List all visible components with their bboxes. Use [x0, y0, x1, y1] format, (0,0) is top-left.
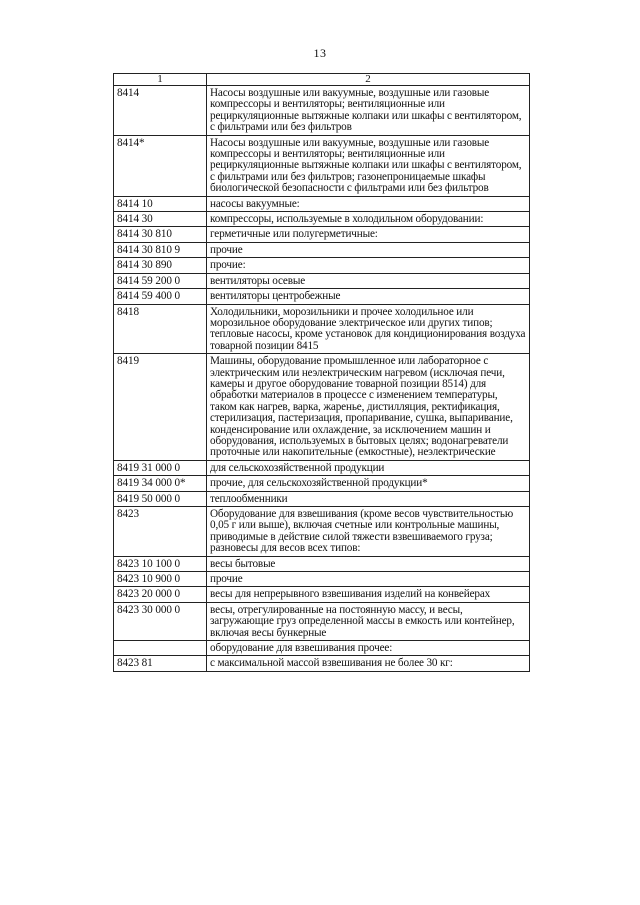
description-cell: Оборудование для взвешивания (кроме весов чувствительностью 0,05 г или выше), включая счетные или контрольные машины, приводимые в действие силой тяжести взвешиваемого груза; разновесы для весов всех типов: — [207, 507, 530, 557]
code-cell: 8414 30 810 9 — [114, 242, 207, 257]
code-cell: 8423 81 — [114, 656, 207, 671]
tariff-code-table — [113, 73, 530, 672]
page-number: 13 — [313, 46, 327, 60]
table-row — [114, 491, 530, 506]
code-cell: 8414 30 890 — [114, 258, 207, 273]
table-header-row — [114, 74, 530, 86]
code-cell: 8419 31 000 0 — [114, 460, 207, 475]
description-cell: Насосы воздушные или вакуумные, воздушные или газовые компрессоры и вентиляторы; вентиляционные или рециркуляционные вытяжные колпаки или шкафы с вентилятором, с фильтрами или без фильтров — [207, 86, 530, 136]
table-row — [114, 227, 530, 242]
code-cell: 8414 59 200 0 — [114, 273, 207, 288]
code-cell — [114, 641, 207, 656]
description-cell: с максимальной массой взвешивания не более 30 кг: — [207, 656, 530, 671]
table-row — [114, 507, 530, 557]
code-cell: 8419 50 000 0 — [114, 491, 207, 506]
column-header-code: 1 — [114, 74, 207, 86]
description-cell: весы для непрерывного взвешивания изделий на конвейерах — [207, 587, 530, 602]
description-cell: для сельскохозяйственной продукции — [207, 460, 530, 475]
code-cell: 8423 20 000 0 — [114, 587, 207, 602]
table-row — [114, 258, 530, 273]
description-cell: оборудование для взвешивания прочее: — [207, 641, 530, 656]
table-row — [114, 304, 530, 354]
description-cell: вентиляторы центробежные — [207, 289, 530, 304]
table-row — [114, 289, 530, 304]
code-cell: 8414 — [114, 86, 207, 136]
description-cell: прочие, для сельскохозяйственной продукции* — [207, 476, 530, 491]
code-cell: 8414 59 400 0 — [114, 289, 207, 304]
table-row — [114, 196, 530, 211]
description-cell: вентиляторы осевые — [207, 273, 530, 288]
description-cell: прочие — [207, 242, 530, 257]
table-row — [114, 135, 530, 196]
description-cell: прочие — [207, 572, 530, 587]
table-row — [114, 556, 530, 571]
code-cell: 8414 30 — [114, 212, 207, 227]
description-cell: герметичные или полугерметичные: — [207, 227, 530, 242]
table-row — [114, 242, 530, 257]
code-cell: 8423 10 100 0 — [114, 556, 207, 571]
code-cell: 8423 30 000 0 — [114, 602, 207, 640]
description-cell: насосы вакуумные: — [207, 196, 530, 211]
description-cell: прочие: — [207, 258, 530, 273]
table-row — [114, 656, 530, 671]
table-row — [114, 587, 530, 602]
code-cell: 8419 — [114, 354, 207, 461]
code-cell: 8423 10 900 0 — [114, 572, 207, 587]
code-cell: 8414 10 — [114, 196, 207, 211]
description-cell: Холодильники, морозильники и прочее холодильное или морозильное оборудование электрическое или других типов; тепловые насосы, кроме установок для кондиционирования воздуха товарной позиции 8415 — [207, 304, 530, 354]
table-row — [114, 86, 530, 136]
description-cell: Насосы воздушные или вакуумные, воздушные или газовые компрессоры и вентиляторы; вентиляционные или рециркуляционные вытяжные колпаки или шкафы с вентилятором, с фильтрами или без фильтров; газонепроницаемые шкафы биологической безопасности с фильтрами или без фильтров — [207, 135, 530, 196]
column-header-description: 2 — [207, 74, 530, 86]
code-cell: 8414* — [114, 135, 207, 196]
description-cell: весы бытовые — [207, 556, 530, 571]
code-cell: 8419 34 000 0* — [114, 476, 207, 491]
description-cell: компрессоры, используемые в холодильном оборудовании: — [207, 212, 530, 227]
description-cell: весы, отрегулированные на постоянную массу, и весы, загружающие груз определенной массы в емкость или контейнер, включая весы бункерные — [207, 602, 530, 640]
code-cell: 8423 — [114, 507, 207, 557]
code-cell: 8414 30 810 — [114, 227, 207, 242]
table-row — [114, 602, 530, 640]
table-row — [114, 641, 530, 656]
table-row — [114, 273, 530, 288]
table-row — [114, 476, 530, 491]
table-row — [114, 460, 530, 475]
description-cell: Машины, оборудование промышленное или лабораторное с электрическим или неэлектрическим нагревом (исключая печи, камеры и другое оборудование товарной позиции 8514) для обработки материалов в процессе с изменением температуры, таком как нагрев, варка, жаренье, дистилляция, ректификация, стерилизация, пастеризация, пропаривание, сушка, выпаривание, конденсирование или охлаждение, за исключением машин и оборудования, используемых в бытовых целях; водонагреватели проточные или накопительные (емкостные), неэлектрические — [207, 354, 530, 461]
table-row — [114, 212, 530, 227]
table-row — [114, 572, 530, 587]
table-row — [114, 354, 530, 461]
description-cell: теплообменники — [207, 491, 530, 506]
code-cell: 8418 — [114, 304, 207, 354]
